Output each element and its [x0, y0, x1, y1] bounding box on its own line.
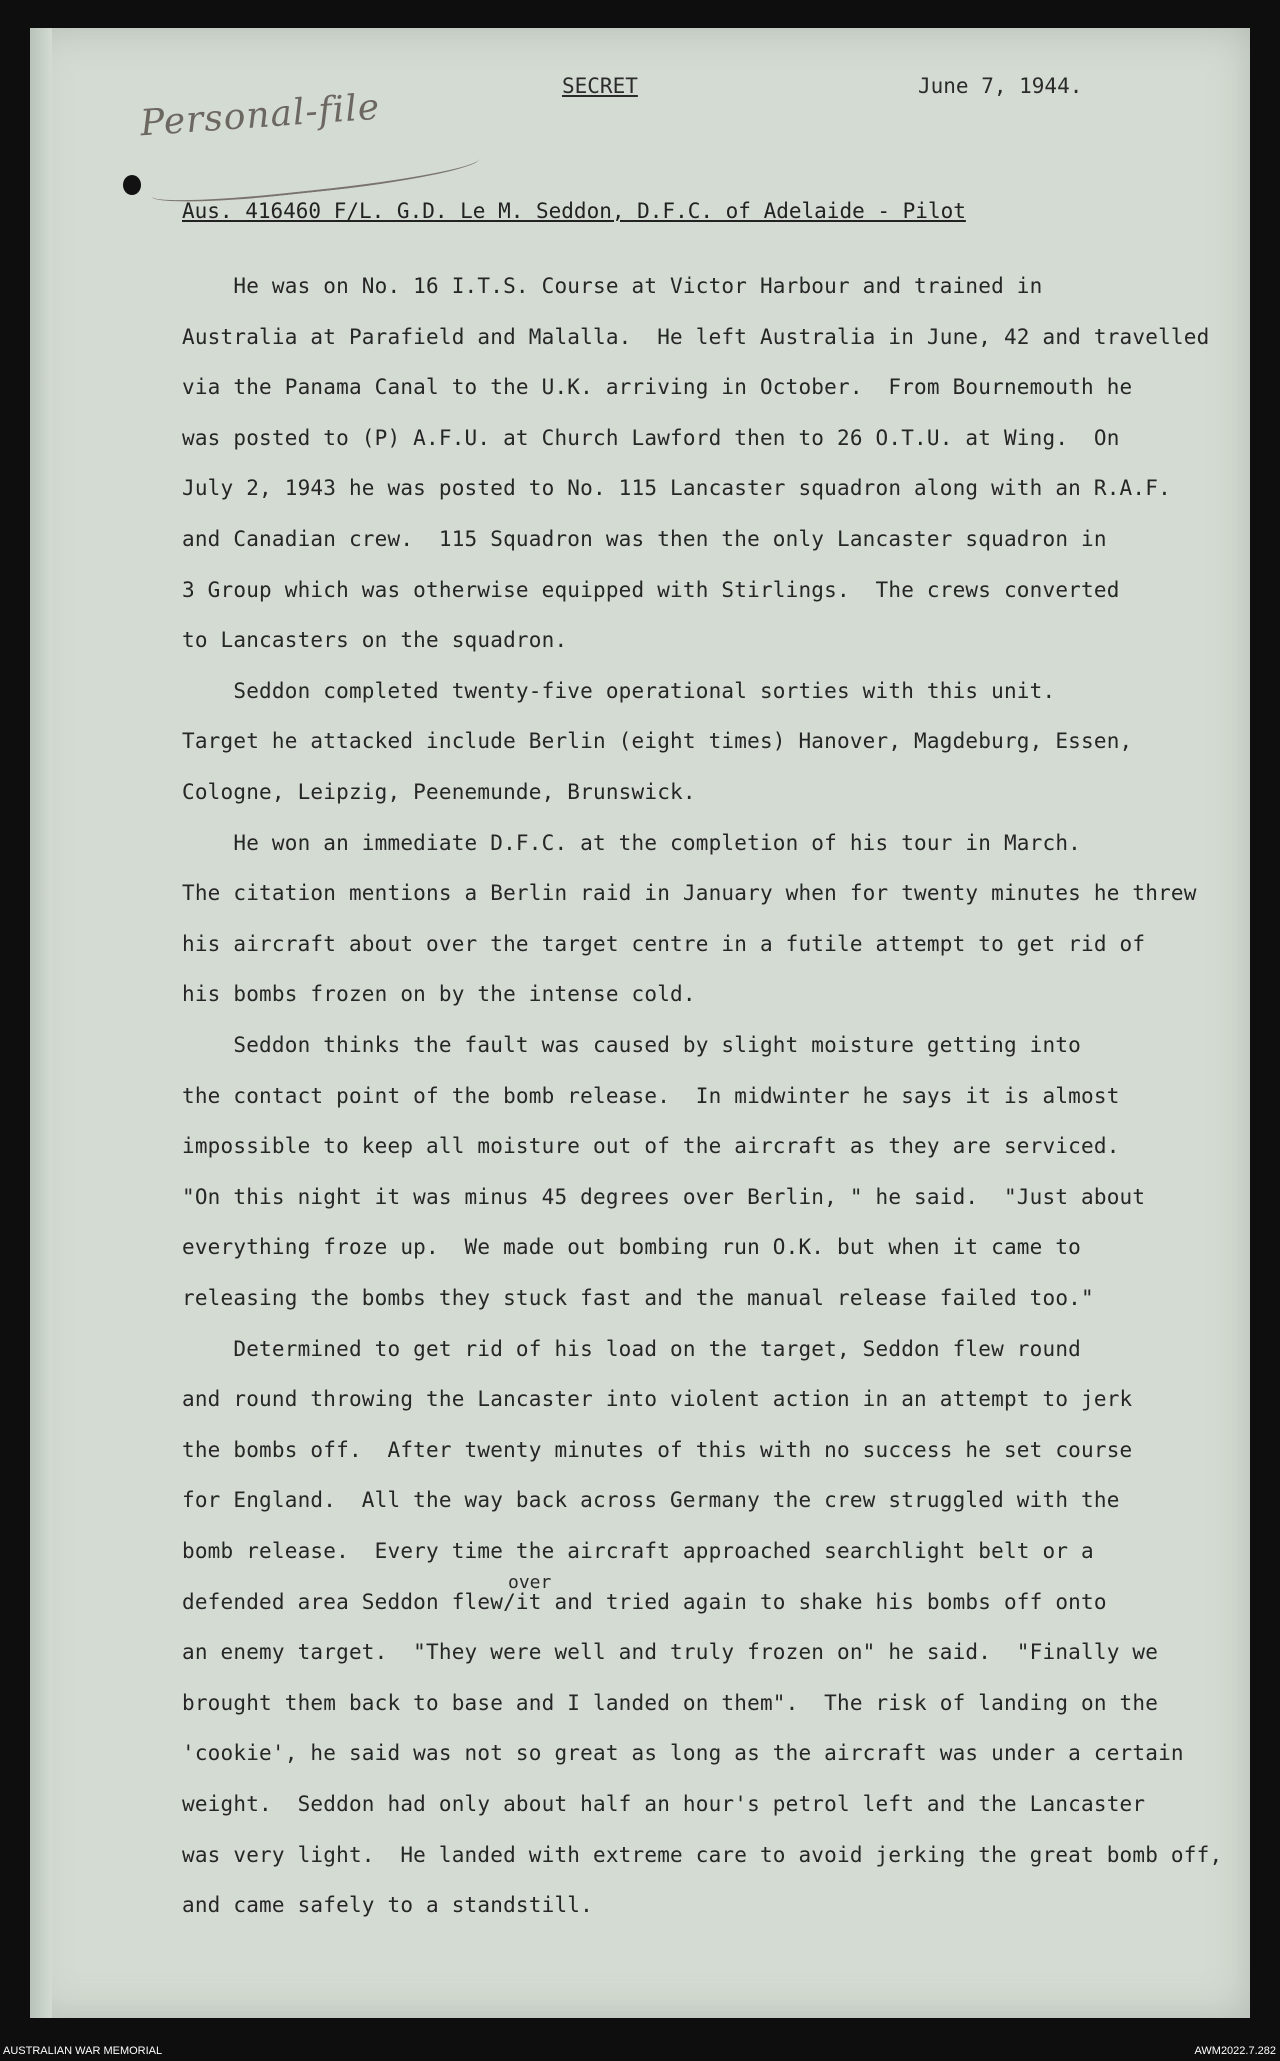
body-line: brought them back to base and I landed on them". The risk of landing on the — [182, 1691, 1159, 1715]
body-line: "On this night it was minus 45 degrees over Berlin, " he said. "Just about — [182, 1185, 1146, 1209]
body-line: The citation mentions a Berlin raid in January when for twenty minutes he threw — [182, 881, 1197, 905]
body-line: 3 Group which was otherwise equipped with Stirlings. The crews converted — [182, 578, 1120, 602]
body-line: for England. All the way back across Germany the crew struggled with the — [182, 1488, 1120, 1512]
body-line: via the Panama Canal to the U.K. arriving in October. From Bournemouth he — [182, 375, 1133, 399]
body-line: and round throwing the Lancaster into violent action in an attempt to jerk — [182, 1387, 1133, 1411]
body-line: to Lancasters on the squadron. — [182, 628, 568, 652]
body-line: everything froze up. We made out bombing run O.K. but when it came to — [182, 1235, 1082, 1259]
page-left-edge — [30, 28, 52, 2018]
body-line: 'cookie', he said was not so great as long as the aircraft was under a certain — [182, 1741, 1184, 1765]
document-heading: Aus. 416460 F/L. G.D. Le M. Seddon, D.F.C. of Adelaide - Pilot — [182, 199, 966, 223]
body-line: Australia at Parafield and Malalla. He left Australia in June, 42 and travelled — [182, 325, 1210, 349]
body-line: Seddon completed twenty-five operational sorties with this unit. — [182, 679, 1056, 703]
body-line: He was on No. 16 I.T.S. Course at Victor Harbour and trained in — [182, 274, 1043, 298]
body-line: impossible to keep all moisture out of the aircraft as they are serviced. — [182, 1134, 1120, 1158]
body-line: He won an immediate D.F.C. at the completion of his tour in March. — [182, 831, 1082, 855]
body-line: was very light. He landed with extreme care to avoid jerking the great bomb off, — [182, 1843, 1223, 1867]
punch-hole — [123, 175, 141, 195]
document-date: June 7, 1944. — [918, 74, 1083, 98]
body-line: was posted to (P) A.F.U. at Church Lawford then to 26 O.T.U. at Wing. On — [182, 426, 1120, 450]
body-line: Target he attacked include Berlin (eight times) Hanover, Magdeburg, Essen, — [182, 729, 1133, 753]
body-line: releasing the bombs they stuck fast and the manual release failed too." — [182, 1286, 1094, 1310]
body-line: bomb release. Every time the aircraft approached searchlight belt or a — [182, 1539, 1094, 1563]
typed-insertion: over — [508, 1572, 552, 1593]
body-line: an enemy target. "They were well and truly frozen on" he said. "Finally we — [182, 1640, 1159, 1664]
body-line: and came safely to a standstill. — [182, 1893, 593, 1917]
footer-institution: AUSTRALIAN WAR MEMORIAL — [3, 2045, 163, 2057]
body-line: the bombs off. After twenty minutes of this with no success he set course — [182, 1438, 1133, 1462]
body-line: Cologne, Leipzig, Peenemunde, Brunswick. — [182, 780, 696, 804]
body-line: his aircraft about over the target centre in a futile attempt to get rid of — [182, 932, 1146, 956]
handwritten-annotation: Personal-file — [138, 86, 382, 145]
footer-catalogue-number: AWM2022.7.282 — [1194, 2045, 1276, 2057]
body-line: Determined to get rid of his load on the target, Seddon flew round — [182, 1337, 1082, 1361]
body-line: and Canadian crew. 115 Squadron was then the only Lancaster squadron in — [182, 527, 1107, 551]
body-line: July 2, 1943 he was posted to No. 115 Lancaster squadron along with an R.A.F. — [182, 476, 1171, 500]
classification-label: SECRET — [562, 74, 638, 98]
footer-bar — [0, 2041, 1280, 2061]
body-line: the contact point of the bomb release. In midwinter he says it is almost — [182, 1084, 1120, 1108]
body-line: Seddon thinks the fault was caused by slight moisture getting into — [182, 1033, 1082, 1057]
body-line: defended area Seddon flew/it and tried again to shake his bombs off onto — [182, 1590, 1107, 1614]
body-line: his bombs frozen on by the intense cold. — [182, 982, 696, 1006]
body-line: weight. Seddon had only about half an hour's petrol left and the Lancaster — [182, 1792, 1146, 1816]
